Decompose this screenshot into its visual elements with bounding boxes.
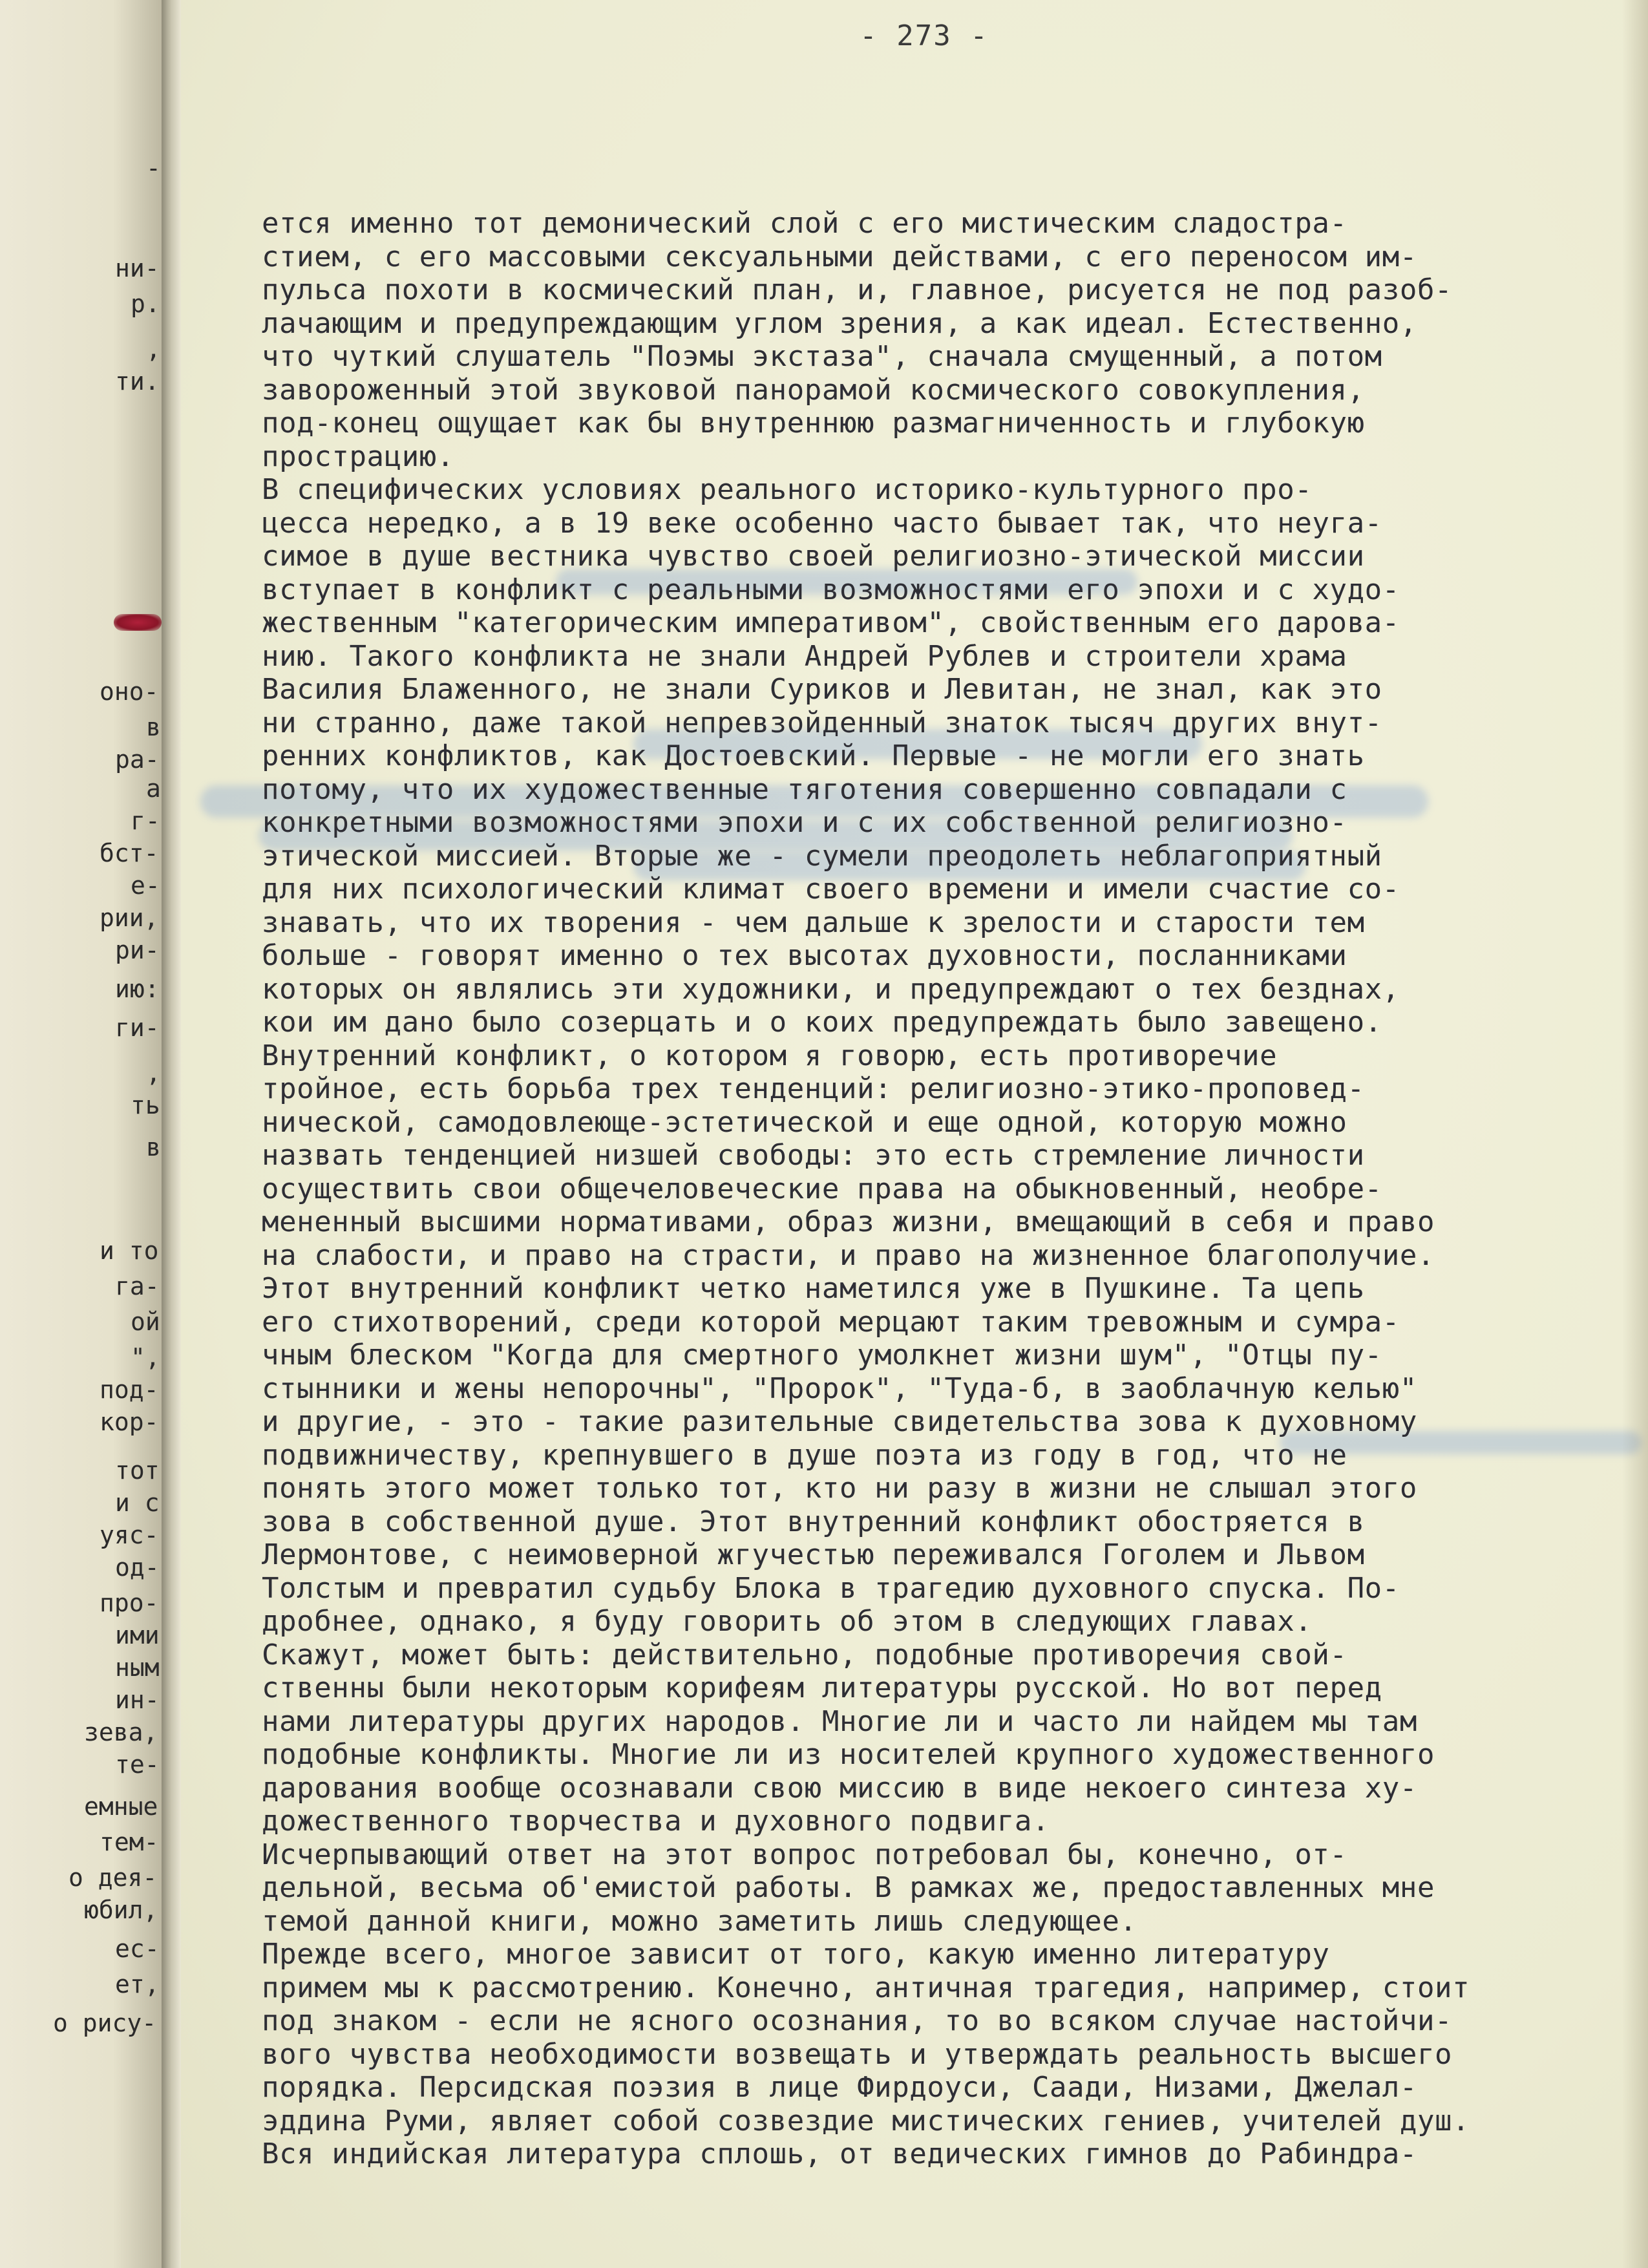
text-line: стием, с его массовыми сексуальными действами, с его переносом им- <box>262 240 1417 273</box>
margin-fragment: о дея- <box>69 1863 158 1892</box>
text-line: ни странно, даже такой непревзойденный знаток тысяч других внут- <box>262 706 1382 739</box>
text-line: жественным "категорическим императивом", свойственным его дарова- <box>262 606 1400 639</box>
margin-fragment: од- <box>115 1553 160 1582</box>
text-line: Вся индийская литература сплошь, от ведических гимнов до Рабиндра- <box>262 2137 1417 2170</box>
text-line: на слабости, и право на страсти, и право на жизненное благополучие. <box>262 1238 1435 1272</box>
text-line: вого чувства необходимости возвещать и утверждать реальность высшего <box>262 2037 1453 2071</box>
margin-fragment: ", <box>131 1343 160 1372</box>
text-line: его стихотворений, среди которой мерцают таким тревожным и сумра- <box>262 1305 1400 1339</box>
text-line: нами литературы других народов. Многие ли и часто ли найдем мы там <box>262 1704 1417 1738</box>
margin-fragment: под- <box>100 1375 159 1404</box>
text-line: нической, самодовлеюще-эстетической и еще одной, которую можно <box>262 1105 1347 1139</box>
margin-fragment: зева, <box>84 1718 158 1746</box>
text-line: тройное, есть борьба трех тенденций: религиозно-этико-проповед- <box>262 1072 1365 1105</box>
text-line: осуществить свои общечеловеческие права на обыкновенный, необре- <box>262 1172 1382 1205</box>
margin-fragment: о рису- <box>53 2009 157 2037</box>
text-line: понять этого может только тот, кто ни разу в жизни не слышал этого <box>262 1472 1417 1505</box>
margin-fragment: кор- <box>100 1408 159 1436</box>
margin-fragment: бст- <box>100 839 159 867</box>
text-line: темой данной книги, можно заметить лишь следующее. <box>262 1904 1137 1938</box>
text-line: конкретными возможностями эпохи и с их собственной религиозно- <box>262 806 1347 839</box>
margin-fragment: те- <box>115 1750 160 1779</box>
margin-fragment: , <box>146 335 161 363</box>
margin-fragment: и с <box>115 1489 160 1517</box>
margin-fragment: в <box>146 713 161 741</box>
text-line: больше - говорят именно о тех высотах духовности, посланниками <box>262 939 1347 972</box>
text-line: Внутренний конфликт, о котором я говорю, есть противоречие <box>262 1039 1278 1072</box>
margin-fragment: тот <box>115 1456 160 1485</box>
margin-fragment: га- <box>115 1272 160 1300</box>
text-line: под знаком - если не ясного осознания, то во всяком случае настойчи- <box>262 2004 1453 2037</box>
margin-fragment: г- <box>131 807 160 835</box>
margin-fragment: ри- <box>115 936 160 964</box>
previous-page-margin <box>0 0 162 2268</box>
text-line: ственны были некоторым корифеям литературы русской. Но вот перед <box>262 1671 1382 1704</box>
margin-fragment: р. <box>131 290 160 318</box>
book-gutter <box>162 0 181 2268</box>
margin-fragment: и то <box>100 1236 159 1265</box>
margin-fragment: , <box>146 1059 161 1087</box>
margin-fragment: ими <box>115 1621 160 1649</box>
text-line: дробнее, однако, я буду говорить об этом в следующих главах. <box>262 1605 1313 1638</box>
text-line: нию. Такого конфликта не знали Андрей Рублев и строители храма <box>262 639 1347 673</box>
margin-fragment: ет, <box>115 1970 160 1998</box>
binding-thread <box>114 614 162 631</box>
text-line: Лермонтове, с неимоверной жгучестью переживался Гоголем и Львом <box>262 1538 1365 1571</box>
text-line: симое в душе вестника чувство своей религиозно-этической миссии <box>262 540 1365 573</box>
margin-fragment: ги- <box>115 1013 160 1042</box>
text-line: которых он являлись эти художники, и предупреждают о тех безднах, <box>262 972 1400 1006</box>
text-line: стынники и жены непорочны", "Пророк", "Туда-б, в заоблачную келью" <box>262 1372 1417 1405</box>
margin-fragment: про- <box>100 1589 159 1617</box>
margin-fragment: рии, <box>100 904 159 932</box>
margin-fragment: оно- <box>100 677 159 706</box>
margin-fragment: емные <box>84 1792 158 1821</box>
text-line: ется именно тот демонический слой с его мистическим сладостра- <box>262 207 1347 240</box>
text-line: Василия Блаженного, не знали Суриков и Левитан, не знал, как это <box>262 673 1382 706</box>
text-line: мененный высшими нормативами, образ жизни, вмещающий в себя и право <box>262 1205 1435 1238</box>
text-line: подобные конфликты. Многие ли из носителей крупного художественного <box>262 1738 1435 1771</box>
text-line: пульса похоти в космический план, и, главное, рисуется не под разоб- <box>262 273 1453 306</box>
margin-fragment: ию: <box>115 975 160 1003</box>
margin-fragment: ни- <box>115 254 160 282</box>
margin-fragment: ть <box>131 1091 160 1119</box>
page-number: - 273 - <box>860 19 989 52</box>
text-line: Толстым и превратил судьбу Блока в трагедию духовного спуска. По- <box>262 1571 1400 1605</box>
text-line: для них психологический климат своего времени и имели счастие со- <box>262 873 1400 906</box>
margin-fragment: ин- <box>115 1686 160 1714</box>
text-line: подвижничеству, крепнувшего в душе поэта из году в год, что не <box>262 1438 1347 1472</box>
text-line: зова в собственной душе. Этот внутренний конфликт обостряется в <box>262 1505 1365 1538</box>
text-line: Прежде всего, многое зависит от того, какую именно литературу <box>262 1938 1330 1971</box>
margin-fragment: уяс- <box>100 1521 159 1549</box>
text-line: примем мы к рассмотрению. Конечно, античная трагедия, например, стоит <box>262 1971 1470 2004</box>
text-line: знавать, что их творения - чем дальше к зрелости и старости тем <box>262 906 1365 939</box>
margin-fragment: ным <box>115 1653 160 1682</box>
text-line: завороженный этой звуковой панорамой космического совокупления, <box>262 373 1365 407</box>
text-line: под-конец ощущает как бы внутреннюю размагниченность и глубокую <box>262 407 1365 440</box>
text-line: Этот внутренний конфликт четко наметился уже в Пушкине. Та цепь <box>262 1272 1365 1305</box>
text-line: этической миссией. Вторые же - сумели преодолеть неблагоприятный <box>262 839 1382 873</box>
document-page <box>181 0 1648 2268</box>
text-line: цесса нередко, а в 19 веке особенно часто бывает так, что неуга- <box>262 506 1382 540</box>
text-line: потому, что их художественные тяготения совершенно совпадали с <box>262 772 1347 806</box>
margin-fragment: ра- <box>115 745 160 774</box>
text-line: лачающим и предупреждающим углом зрения, а как идеал. Естественно, <box>262 306 1417 340</box>
margin-fragment: а <box>146 774 161 803</box>
text-line: В специфических условиях реального историко-культурного про- <box>262 473 1313 506</box>
margin-fragment: - <box>146 154 161 182</box>
text-line: вступает в конфликт с реальными возможностями его эпохи и с худо- <box>262 573 1400 606</box>
text-line: ренних конфликтов, как Достоевский. Первые - не могли его знать <box>262 739 1365 772</box>
text-line: кои им дано было созерцать и о коих предупреждать было завещено. <box>262 1006 1382 1039</box>
page-edge-shadow <box>1622 0 1648 2268</box>
margin-fragment: ти. <box>115 367 160 396</box>
text-line: что чуткий слушатель "Поэмы экстаза", сначала смущенный, а потом <box>262 340 1382 373</box>
margin-fragment: ой <box>131 1308 160 1336</box>
text-line: и другие, - это - такие разительные свидетельства зова к духовному <box>262 1405 1417 1438</box>
text-line: дарования вообще осознавали свою миссию в виде некоего синтеза ху- <box>262 1771 1417 1805</box>
text-line: назвать тенденцией низшей свободы: это есть стремление личности <box>262 1139 1365 1172</box>
body-text <box>262 207 1625 2171</box>
margin-fragment: в <box>146 1133 161 1161</box>
margin-fragment: е- <box>131 871 160 900</box>
margin-fragment: тем- <box>100 1828 159 1856</box>
text-line: дожественного творчества и духовного подвига. <box>262 1805 1050 1838</box>
text-line: порядка. Персидская поэзия в лице Фирдоуси, Саади, Низами, Джелал- <box>262 2071 1417 2104</box>
text-line: Исчерпывающий ответ на этот вопрос потребовал бы, конечно, от- <box>262 1838 1347 1871</box>
margin-fragment: ес- <box>115 1934 160 1963</box>
text-line: эддина Руми, являет собой созвездие мистических гениев, учителей душ. <box>262 2104 1470 2137</box>
text-line: прострацию. <box>262 440 454 473</box>
margin-fragment: юбил, <box>84 1896 158 1924</box>
text-line: дельной, весьма об'емистой работы. В рамках же, предоставленных мне <box>262 1871 1435 1904</box>
text-line: чным блеском "Когда для смертного умолкнет жизни шум", "Отцы пу- <box>262 1339 1382 1372</box>
text-line: Скажут, может быть: действительно, подобные противоречия свой- <box>262 1638 1347 1671</box>
